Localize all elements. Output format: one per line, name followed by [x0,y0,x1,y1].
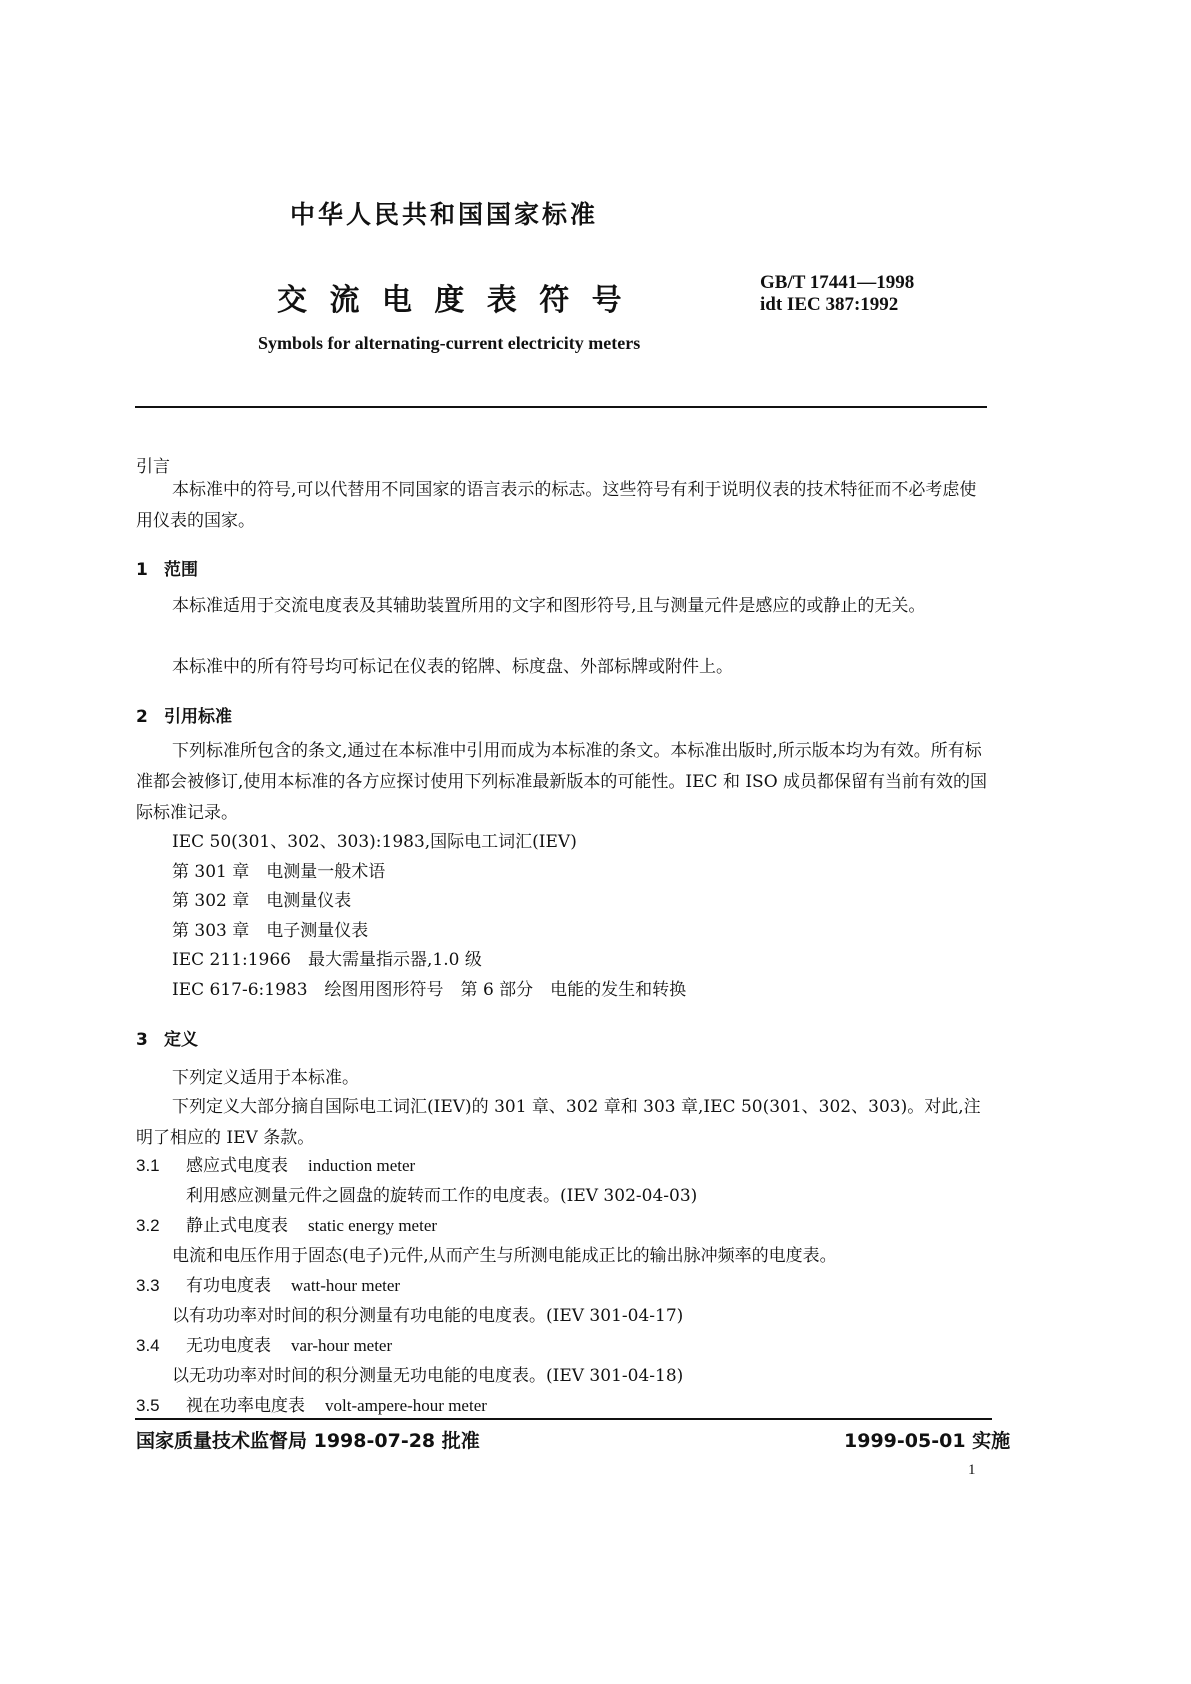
definition-term: 静止式电度表 [186,1216,288,1236]
section-2-references [172,828,686,1005]
definition-term-row [136,1391,837,1422]
standard-code [760,272,914,316]
document-title-en: Symbols for alternating-current electricity meters [258,333,641,353]
definition-term: 视在功率电度表 [186,1396,305,1416]
definition-number: 3.5 [136,1396,160,1415]
section-1-paragraph-1: 本标准适用于交流电度表及其辅助装置所用的文字和图形符号,且与测量元件是感应的或静止的无关。 [172,596,926,616]
reference-item: 第 302 章 电测量仪表 [172,891,352,911]
document-title-cn: 交 流 电 度 表 符 号 [277,283,628,318]
definition-term-en: watt-hour meter [291,1276,401,1295]
section-1-heading [136,555,198,580]
effective-date: 1999-05-01 实施 [844,1430,1011,1452]
definition-term-en: induction meter [308,1156,416,1175]
definition-term-row [136,1271,837,1302]
standard-code-gb: GB/T 17441—1998 [760,272,915,293]
section-2-paragraph: 下列标准所包含的条文,通过在本标准中引用而成为本标准的条文。本标准出版时,所示版本均为有效。所有标准都会被修订,使用本标准的各方应探讨使用下列标准最新版本的可能性。IEC 和 ISO 成员都保留有当前有效的国际标准记录。 [136,741,988,823]
section-3-paragraph-1: 下列定义适用于本标准。 [172,1068,359,1088]
footer-divider [135,1418,992,1420]
page-number: 1 [968,1462,976,1478]
reference-item: IEC 617-6:1983 绘图用图形符号 第 6 部分 电能的发生和转换 [172,979,687,1000]
intro-heading: 引言 [136,457,170,477]
section-1-title: 范围 [164,560,198,580]
definition-term: 无功电度表 [186,1336,271,1356]
section-3-paragraph-2: 下列定义大部分摘自国际电工词汇(IEV)的 301 章、302 章和 303 章,IEC 50(301、302、303)。对此,注明了相应的 IEV 条款。 [136,1097,981,1148]
definition-term-row [136,1211,837,1242]
section-1-paragraph-2: 本标准中的所有符号均可标记在仪表的铭牌、标度盘、外部标牌或附件上。 [172,657,733,677]
section-1-number: 1 [136,560,148,580]
definition-number: 3.1 [136,1156,160,1175]
section-2-number: 2 [136,707,148,727]
section-3-number: 3 [136,1030,148,1050]
definition-term-row [136,1331,837,1362]
definition-term-en: volt-ampere-hour meter [325,1396,487,1415]
definition-description: 以有功功率对时间的积分测量有功电能的电度表。(IEV 301-04-17) [172,1305,684,1326]
definitions-list [136,1151,837,1422]
header-divider [135,406,987,408]
definition-description: 以无功功率对时间的积分测量无功电能的电度表。(IEV 301-04-18) [172,1365,684,1386]
definition-description: 电流和电压作用于固态(电子)元件,从而产生与所测电能成正比的输出脉冲频率的电度表。 [172,1245,837,1266]
section-3-heading [136,1025,198,1050]
definition-number: 3.4 [136,1336,160,1355]
definition-term-en: static energy meter [308,1216,438,1235]
approval-statement: 国家质量技术监督局 1998-07-28 批准 [136,1430,480,1452]
reference-item: 第 301 章 电测量一般术语 [172,861,386,882]
section-2-title: 引用标准 [164,707,232,727]
section-3-title: 定义 [164,1030,198,1050]
reference-item: IEC 50(301、302、303):1983,国际电工词汇(IEV) [172,832,577,852]
intro-paragraph: 本标准中的符号,可以代替用不同国家的语言表示的标志。这些符号有利于说明仪表的技术特征而不必考虑使用仪表的国家。 [136,480,977,531]
definition-term: 有功电度表 [186,1276,271,1296]
definition-term-row [136,1151,837,1182]
definition-number: 3.2 [136,1216,160,1235]
definition-term: 感应式电度表 [186,1156,288,1176]
standard-code-iec: idt IEC 387:1992 [760,294,899,315]
section-2-heading [136,702,232,727]
national-standard-heading: 中华人民共和国国家标准 [290,200,599,229]
definition-term-en: var-hour meter [291,1336,393,1355]
definition-number: 3.3 [136,1276,160,1295]
definition-description: 利用感应测量元件之圆盘的旋转而工作的电度表。(IEV 302-04-03) [186,1185,698,1206]
reference-item: 第 303 章 电子测量仪表 [172,920,369,941]
reference-item: IEC 211:1966 最大需量指示器,1.0 级 [172,950,482,970]
